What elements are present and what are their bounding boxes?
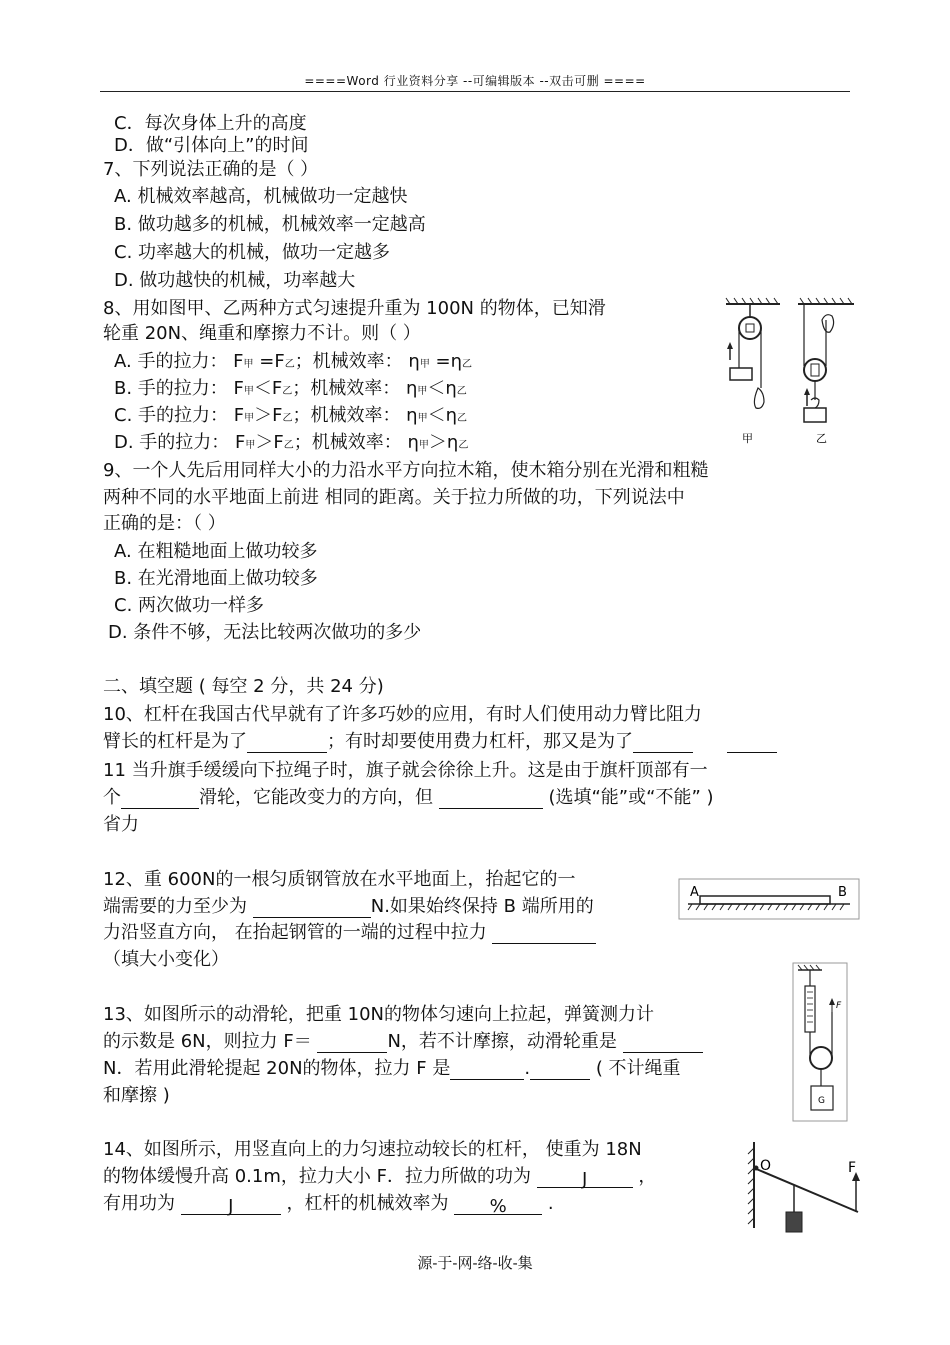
q11-line3: 省力	[103, 814, 139, 835]
q9-option-a: A. 在粗糙地面上做功较多	[114, 541, 318, 562]
q12-line2: 端需要的力至少为 N.如果始终保持 B 端所用的	[103, 896, 594, 917]
q11-line1: 11 当升旗手缓缓向下拉绳子时，旗子就会徐徐上升。这是由于旗杆顶部有一	[103, 760, 708, 781]
q10-line2: 臂长的杠杆是为了 ；有时却要使用费力杠杆，那又是为了	[103, 731, 777, 753]
q12-line4: （填大小变化）	[103, 949, 229, 970]
lever-label-o: O	[760, 1158, 772, 1174]
q7-option-c: C. 功率越大的机械，做功一定越多	[114, 242, 391, 263]
q13-blank-2[interactable]	[623, 1034, 703, 1053]
q12-blank-2[interactable]	[492, 925, 596, 944]
q8-stem-line2: 轮重 20N、绳重和摩擦力不计。则（ ）	[103, 323, 421, 344]
q7-stem: 7、下列说法正确的是（ ）	[103, 159, 319, 180]
q13-line2: 的示数是 6N，则拉力 F＝ N，若不计摩擦，动滑轮重是	[103, 1031, 703, 1053]
q6-option-d: D．做“引体向上”的时间	[114, 135, 309, 156]
q10-blank-1[interactable]	[247, 734, 327, 753]
q12-blank-1[interactable]	[253, 899, 371, 918]
q6-option-c: C．每次身体上升的高度	[114, 113, 307, 134]
q14-blank-efficiency[interactable]: %	[454, 1196, 542, 1215]
q9-option-b: B. 在光滑地面上做功较多	[114, 568, 318, 589]
q13-blank-1[interactable]	[317, 1034, 387, 1053]
pipe-label-a: A	[690, 885, 699, 900]
pulley-label-f: F	[836, 1001, 842, 1011]
q7-option-d: D. 做功越快的机械，功率越大	[114, 270, 356, 291]
q9-stem-line1: 9、一个人先后用同样大小的力沿水平方向拉木箱，使木箱分别在光滑和粗糙	[103, 460, 709, 481]
q13-line4: 和摩擦 )	[103, 1085, 170, 1106]
q14-blank-useful[interactable]: J	[181, 1196, 281, 1215]
lever-label-f: F	[848, 1160, 857, 1176]
q11-blank-1[interactable]	[121, 790, 199, 809]
q11-blank-2[interactable]	[439, 790, 543, 809]
q13-blank-3[interactable]	[450, 1061, 524, 1080]
q11-line2: 个 滑轮，它能改变力的方向，但 (选填“能”或“不能” )	[103, 787, 714, 808]
header-rule	[100, 91, 850, 92]
section-2-title: 二、填空题 ( 每空 2 分，共 24 分)	[103, 676, 384, 697]
q9-option-c: C. 两次做功一样多	[114, 595, 265, 616]
q9-option-d: D. 条件不够，无法比较两次做功的多少	[108, 622, 422, 643]
movable-pulley-figure	[792, 962, 848, 1122]
q13-line3: N．若用此滑轮提起 20N的物体，拉力 F 是 . ( 不计绳重	[103, 1058, 681, 1079]
q14-line1: 14、如图所示，用竖直向上的力匀速拉动较长的杠杆， 使重为 18N	[103, 1139, 642, 1160]
page-footer: 源-于-网-络-收-集	[417, 1254, 533, 1272]
pipe-label-b: B	[838, 885, 847, 900]
q9-stem-line2: 两种不同的水平地面上前进 相同的距离。关于拉力所做的功，下列说法中	[103, 487, 685, 508]
q8-option-c: C. 手的拉力： F甲＞F乙；机械效率： η甲＜η乙	[114, 405, 468, 426]
q8-option-b: B. 手的拉力： F甲＜F乙；机械效率： η甲＜η乙	[114, 378, 467, 399]
q13-line1: 13、如图所示的动滑轮，把重 10N的物体匀速向上拉起，弹簧测力计	[103, 1004, 654, 1025]
lever-figure	[742, 1138, 866, 1238]
q7-option-a: A. 机械效率越高，机械做功一定越快	[114, 186, 408, 207]
fig-label-jia: 甲	[742, 432, 753, 445]
q9-stem-line3: 正确的是：（ ）	[103, 513, 226, 534]
q8-option-a: A. 手的拉力： F甲 =F乙；机械效率： η甲 =η乙	[114, 351, 473, 372]
steel-pipe-figure	[678, 878, 860, 920]
q8-option-d: D. 手的拉力： F甲＞F乙；机械效率： η甲＞η乙	[114, 432, 469, 453]
q12-line1: 12、重 600N的一根匀质钢管放在水平地面上，抬起它的一	[103, 869, 576, 890]
q12-line3: 力沿竖直方向， 在抬起钢管的一端的过程中拉力	[103, 922, 596, 944]
q7-option-b: B. 做功越多的机械，机械效率一定越高	[114, 214, 426, 235]
q14-blank-work[interactable]: J	[537, 1169, 633, 1188]
q8-stem-line1: 8、用如图甲、乙两种方式匀速提升重为 100N 的物体，已知滑	[103, 298, 606, 319]
page-header: ====Word 行业资料分享 --可编辑版本 --双击可删 ====	[304, 74, 646, 88]
q14-line3: 有用功为 J ，杠杆的机械效率为 % .	[103, 1193, 554, 1217]
q14-line2: 的物体缓慢升高 0.1m，拉力大小 F．拉力所做的功为 J ，	[103, 1166, 657, 1190]
pulley-figure	[722, 296, 857, 448]
q10-blank-2[interactable]	[633, 734, 693, 753]
pulley-label-g: G	[818, 1096, 825, 1106]
q10-line1: 10、杠杆在我国古代早就有了许多巧妙的应用，有时人们使用动力臂比阻力	[103, 704, 702, 725]
q10-blank-3[interactable]	[727, 734, 777, 753]
fig-label-yi: 乙	[816, 432, 827, 445]
q13-blank-4[interactable]	[530, 1061, 590, 1080]
